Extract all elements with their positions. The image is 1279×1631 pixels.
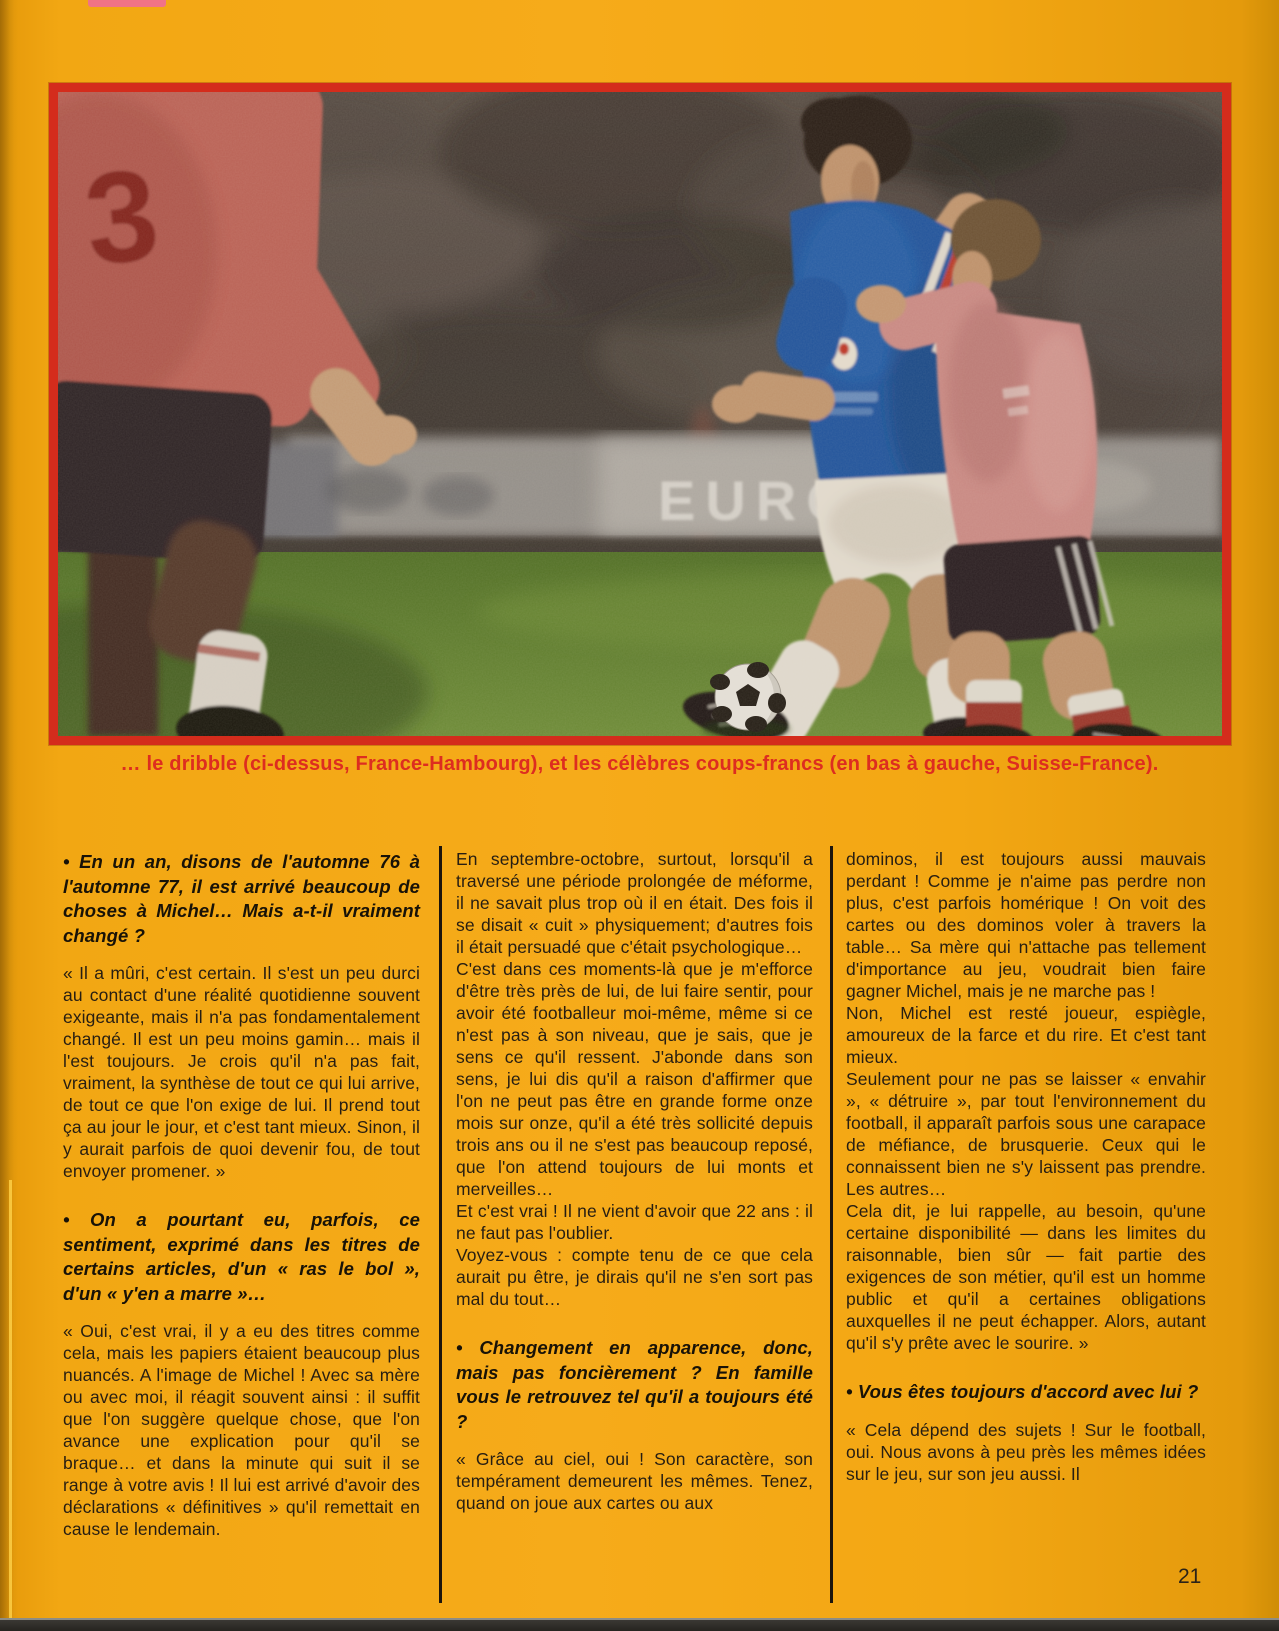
page-binding-thread [9, 1180, 12, 1620]
interview-question: • On a pourtant eu, parfois, ce sentiment, exprimé dans les titres de certains articles, d'un « ras le bol », d'un « y'en a marre »… [63, 1209, 420, 1304]
page-number: 21 [1178, 1565, 1202, 1588]
page-bottom-edge [0, 1618, 1279, 1631]
interview-answer: Et c'est vrai ! Il ne vient d'avoir que 22 ans : il ne faut pas l'oublier. [456, 1201, 813, 1243]
article-column-2 [456, 848, 813, 1514]
interview-question: • Vous êtes toujours d'accord avec lui ? [846, 1381, 1199, 1402]
interview-answer: « Il a mûri, c'est certain. Il s'est un peu durci au contact d'une réalité quotidienne souvent exigeante, mais il n'a pas fondamentalement changé. Il est un peu moins gamin… mais il l'est toujours. Je crois qu'il n'a pas fait, vraiment, la synthèse de tout ce qui lui arrive, de tout ce que l'on exige de lui. Il prend tout ça au jour le jour, et c'est tant mieux. Sinon, il y aurait parfois de quoi devenir fou, de tout envoyer promener. » [63, 963, 420, 1181]
interview-answer: C'est dans ces moments-là que je m'efforce d'être très près de lui, de lui faire sentir, pour avoir été footballeur moi-même, même si ce n'est pas à son niveau, que je sais, que je sens ce qu'il ressent. J'abonde dans son sens, je lui dis qu'il a raison d'affirmer que l'on ne peut pas être en grande forme onze mois sur onze, qu'il a été très sollicité depuis trois ans ou il ne s'est pas beaucoup reposé, que l'on attend toujours de lui monts et merveilles… [456, 959, 813, 1199]
photo-caption: … le dribble (ci-dessus, France-Hambourg), et les célèbres coups-francs (en bas à gauche, Suisse-France). [120, 753, 1159, 775]
match-photo-illustration [58, 92, 1222, 736]
interview-answer: Seulement pour ne pas se laisser « envahir », « détruire », par tout l'environnement du football, il apparaît parfois sous une carapace de méfiance, de brusquerie. Ceux qui le connaissent bien ne s'y laissent pas prendre. Les autres… [846, 1069, 1206, 1199]
interview-answer: Non, Michel est resté joueur, espiègle, amoureux de la farce et du rire. Et c'est tant mieux. [846, 1003, 1206, 1067]
match-photo [49, 83, 1231, 745]
interview-question: • En un an, disons de l'automne 76 à l'automne 77, il est arrivé beaucoup de choses à Michel… Mais a-t-il vraiment changé ? [63, 851, 420, 946]
interview-answer: « Cela dépend des sujets ! Sur le football, oui. Nous avons à peu près les mêmes idées sur le jeu, sur son jeu aussi. Il [846, 1419, 1206, 1484]
article-column-1 [63, 848, 420, 1540]
interview-answer: Cela dit, je lui rappelle, au besoin, qu'une certaine disponibilité — dans les limites du raisonnable, bien sûr — fait partie des exigences de son métier, qu'il est un homme public et qu'il a certaines obligations auxquelles il ne peut échapper. Alors, autant qu'il s'y prête avec le sourire. » [846, 1201, 1206, 1353]
interview-answer: Voyez-vous : compte tenu de ce que cela aurait pu être, je dirais qu'il ne s'en sort pas mal du tout… [456, 1245, 813, 1309]
column-divider [830, 846, 833, 1603]
interview-answer: « Oui, c'est vrai, il y a eu des titres comme cela, mais les papiers étaient beaucoup plus nuancés. A l'image de Michel ! Avec sa mère ou avec moi, il réagit souvent ainsi : il suffit que l'on suggère quelque chose, que l'on avance une explication pour qu'il se braque… et dans la minute qui suit il se range à votre avis ! Il lui est arrivé d'avoir des déclarations « définitives » qu'il remettait en cause le lendemain. [63, 1321, 420, 1539]
interview-answer: En septembre-octobre, surtout, lorsqu'il a traversé une période prolongée de méforme, il ne savait plus trop où il en était. Des fois il se disait « cuit » physiquement; d'autres fois il était persuadé que c'était psychologique… [456, 849, 813, 957]
interview-question: • Changement en apparence, donc, mais pas foncièrement ? En famille vous le retrouvez tel qu'il a toujours été ? [456, 1337, 813, 1432]
interview-answer: dominos, il est toujours aussi mauvais perdant ! Comme je n'aime pas perdre non plus, c'est parfois homérique ! On voit des cartes ou des dominos voler à travers la table… Sa mère qui n'attache pas tellement d'importance au jeu, voudrait bien faire gagner Michel, mais je ne marche pas ! [846, 849, 1206, 1001]
photo-grain [58, 92, 1222, 736]
page-edge-pink-mark [88, 0, 166, 7]
article-column-3 [846, 848, 1206, 1485]
column-divider [439, 846, 442, 1603]
interview-answer: « Grâce au ciel, oui ! Son caractère, son tempérament demeurent les mêmes. Tenez, quand on joue aux cartes ou aux [456, 1449, 813, 1513]
